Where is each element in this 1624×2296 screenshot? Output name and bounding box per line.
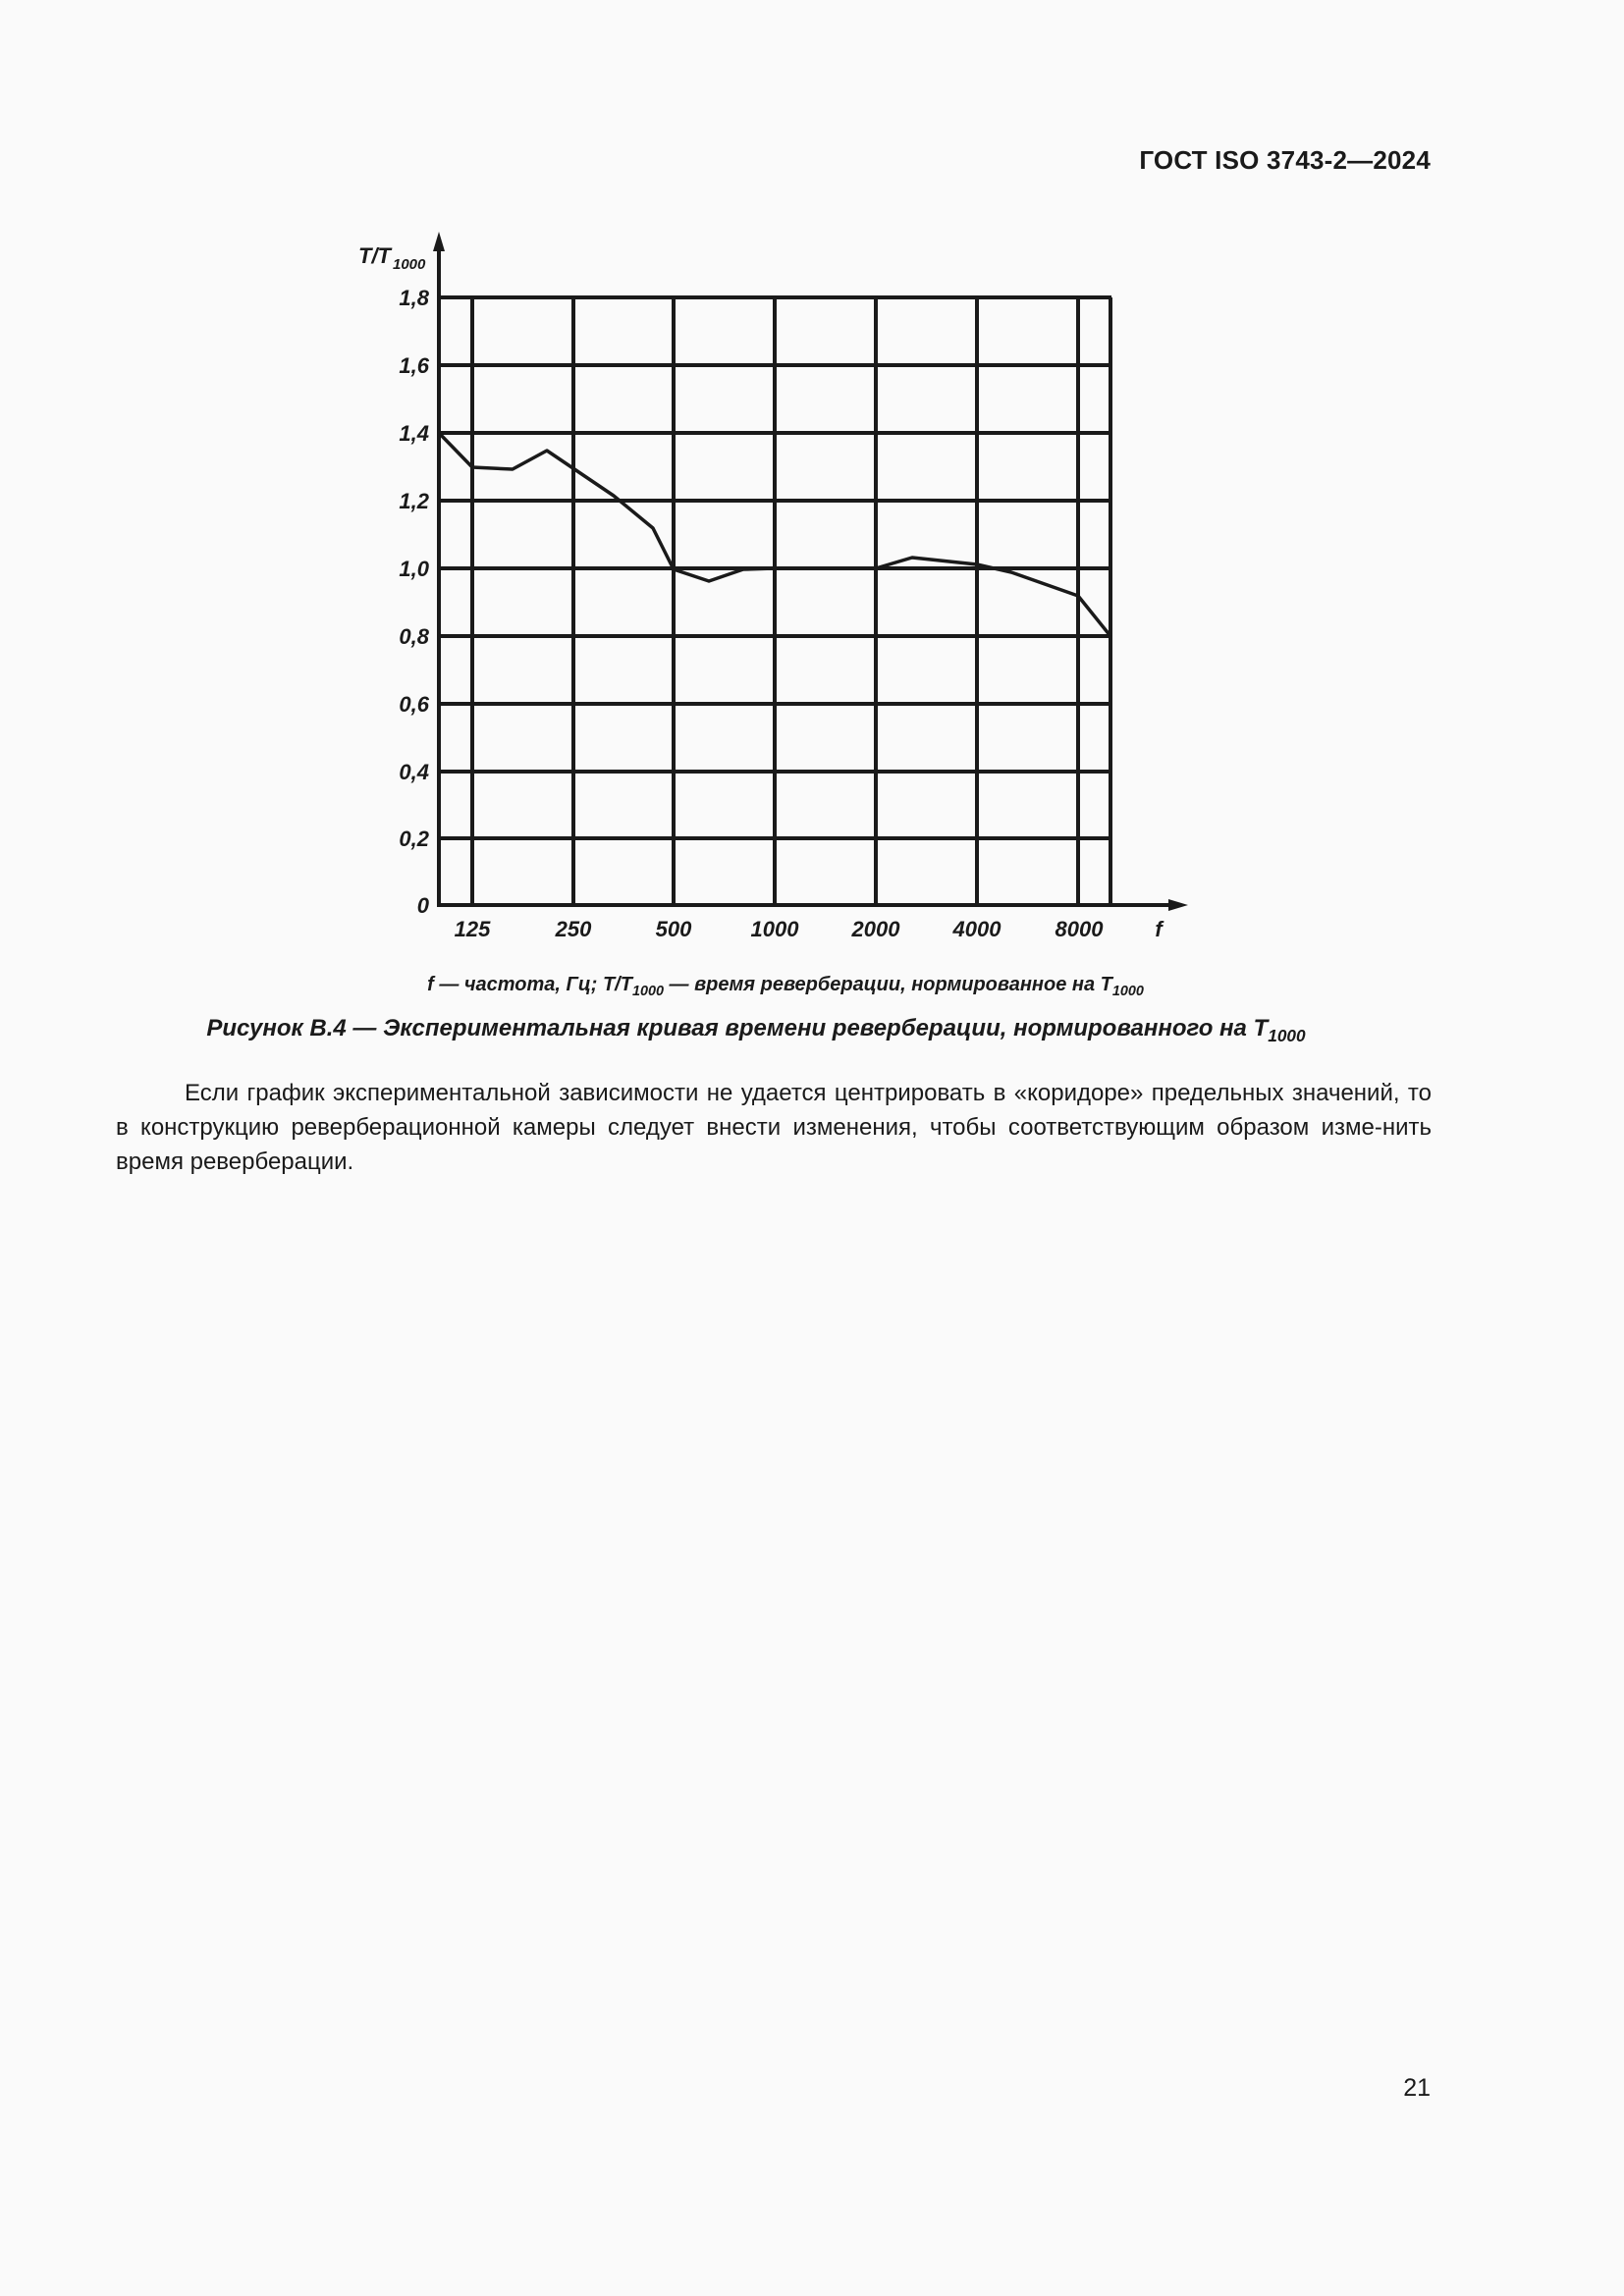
x-tick-labels — [455, 917, 1165, 941]
document-standard-id: ГОСТ ISO 3743-2—2024 — [1139, 145, 1431, 175]
y-axis-label: T/T $_{1000}$ — [358, 243, 426, 273]
svg-text:1000: 1000 — [750, 917, 799, 941]
y-axis-arrow-icon — [433, 232, 445, 251]
chart-svg — [0, 0, 1624, 982]
svg-text:0,4: 0,4 — [399, 760, 429, 784]
svg-text:4000: 4000 — [952, 917, 1001, 941]
svg-text:1,2: 1,2 — [399, 489, 429, 513]
figure-caption: Рисунок В.4 — Экспериментальная кривая времени реверберации, нормированного на $T_{1000}$ — [206, 1015, 1306, 1046]
svg-text:0,8: 0,8 — [399, 624, 429, 649]
body-paragraph: Если график экспериментальной зависимости не удается центрировать в «коридоре» предельных значений, то в конструкцию реверберационной камеры следует внести изменения, чтобы соответствующим образом изме-нить время реверберации. — [116, 1080, 1432, 1175]
svg-text:0: 0 — [416, 893, 429, 918]
svg-text:500: 500 — [655, 917, 692, 941]
svg-text:1,4: 1,4 — [399, 421, 429, 446]
svg-text:0,2: 0,2 — [399, 827, 429, 851]
svg-text:8000: 8000 — [1055, 917, 1104, 941]
y-tick-labels — [399, 286, 429, 918]
vertical-gridlines — [472, 297, 1110, 905]
svg-text:250: 250 — [555, 917, 592, 941]
svg-text:2000: 2000 — [851, 917, 900, 941]
x-axis-label: f — [1155, 917, 1163, 941]
page-number: 21 — [1403, 2074, 1431, 2102]
reverberation-chart — [0, 0, 1624, 982]
svg-text:1,8: 1,8 — [399, 286, 429, 310]
x-axis-arrow-icon — [1168, 899, 1188, 911]
figure-legend: f — частота, Гц; $T/T_{1000}$ — время реверберации, нормированное на $T_{1000}$ — [427, 974, 1144, 1000]
svg-text:125: 125 — [454, 917, 491, 941]
svg-text:0,6: 0,6 — [399, 692, 429, 717]
svg-text:1,0: 1,0 — [399, 557, 429, 581]
axes — [437, 247, 1173, 907]
svg-text:1,6: 1,6 — [399, 353, 429, 378]
